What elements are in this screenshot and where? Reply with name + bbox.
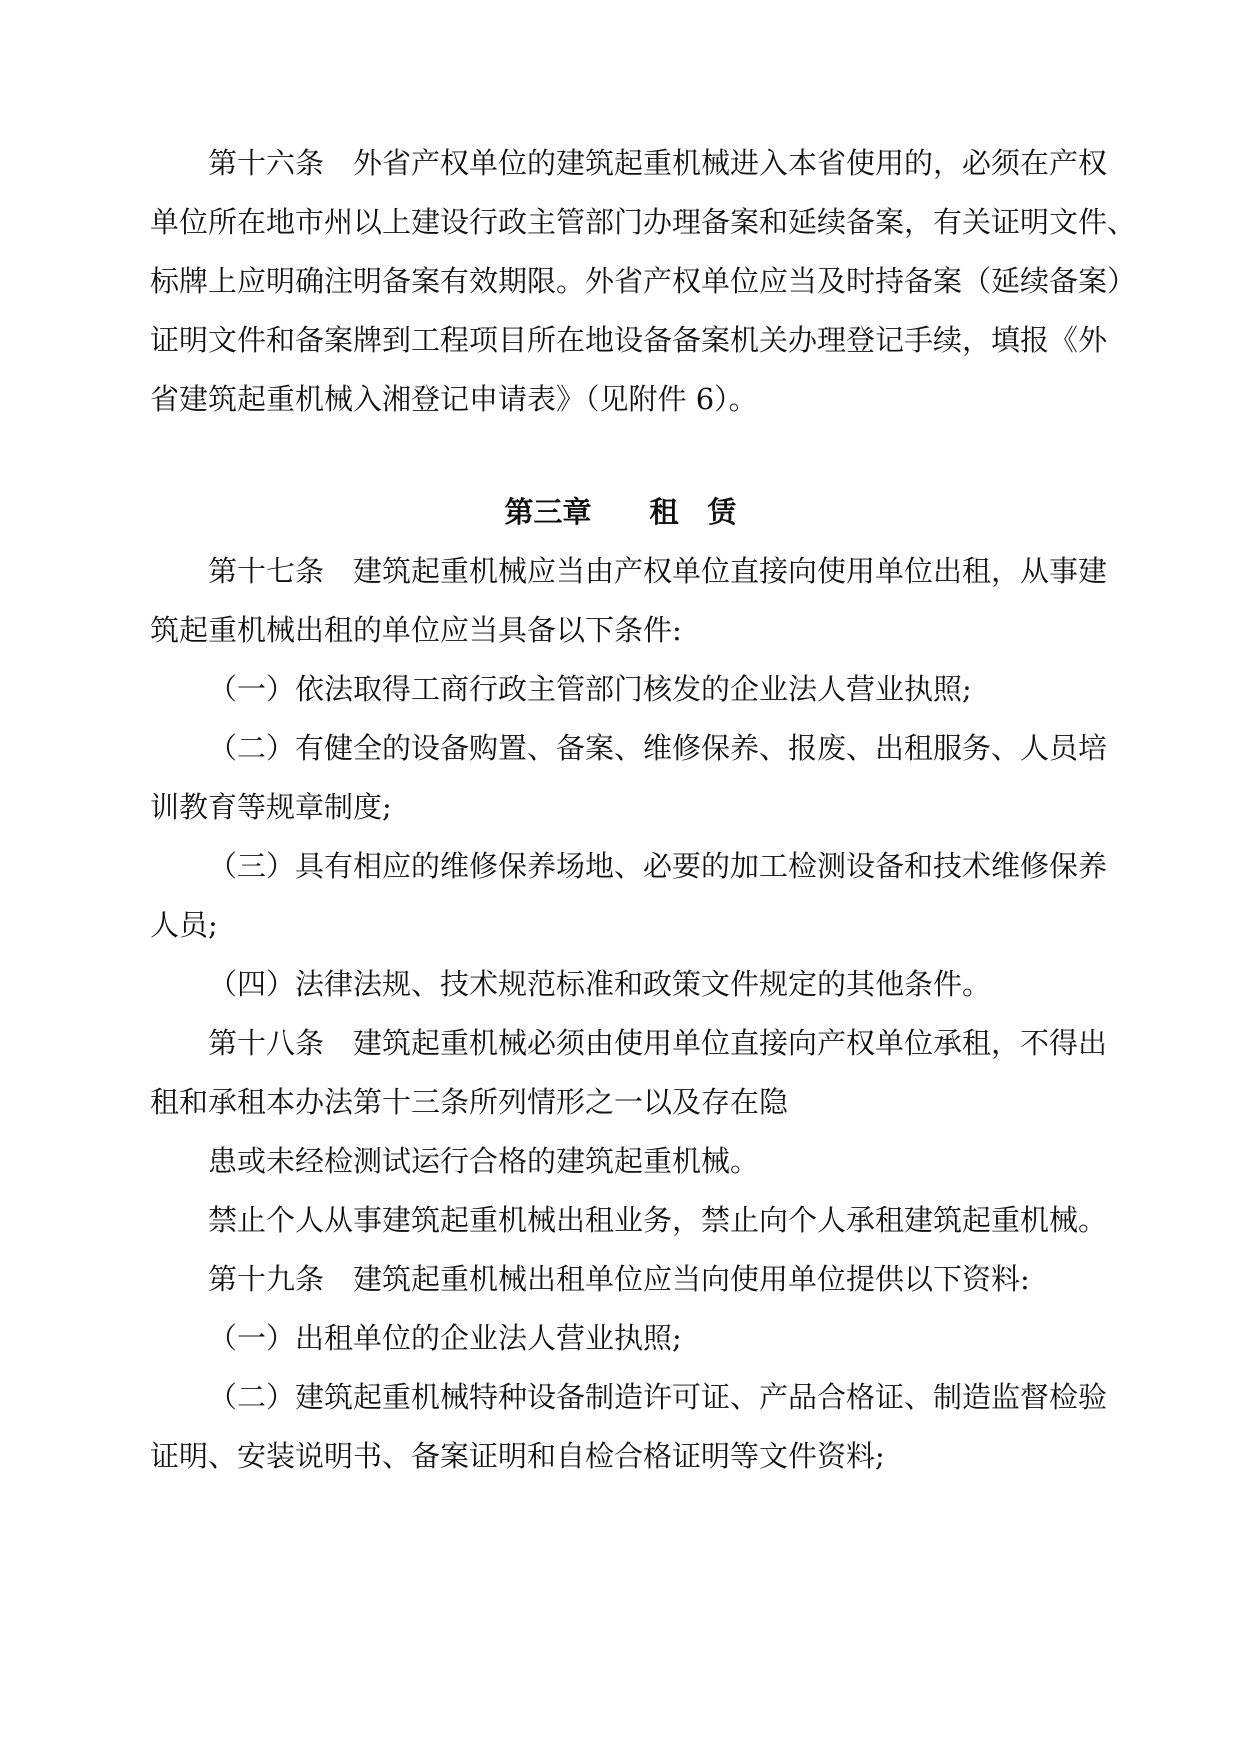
article-16-line-4: 证明文件和备案牌到工程项目所在地设备备案机关办理登记手续，填报《外 [150, 323, 1108, 357]
article-17-item-2-line-1: （二）有健全的设备购置、备案、维修保养、报废、出租服务、人员培 [208, 731, 1108, 765]
article-16-line-3: 标牌上应明确注明备案有效期限。外省产权单位应当及时持备案（延续备案） [150, 264, 1137, 298]
article-16-line-1: 第十六条 外省产权单位的建筑起重机械进入本省使用的，必须在产权 [208, 146, 1108, 180]
article-17-item-3-line-2: 人员; [150, 908, 218, 942]
prohibition-paragraph: 禁止个人从事建筑起重机械出租业务，禁止向个人承租建筑起重机械。 [208, 1203, 1108, 1237]
article-17-item-1: （一）依法取得工商行政主管部门核发的企业法人营业执照; [208, 672, 972, 706]
article-19-item-2-line-2: 证明、安装说明书、备案证明和自检合格证明等文件资料; [150, 1439, 885, 1473]
article-18-line-3: 患或未经检测试运行合格的建筑起重机械。 [208, 1144, 760, 1178]
article-19-item-1: （一）出租单位的企业法人营业执照; [208, 1321, 682, 1355]
article-19-line-1: 第十九条 建筑起重机械出租单位应当向使用单位提供以下资料: [208, 1262, 1030, 1296]
article-17-line-2: 筑起重机械出租的单位应当具备以下条件: [150, 613, 682, 647]
article-16-line-2: 单位所在地市州以上建设行政主管部门办理备案和延续备案，有关证明文件、 [150, 205, 1137, 239]
article-16-line-5: 省建筑起重机械入湘登记申请表》（见附件 6）。 [150, 382, 758, 416]
article-17-item-3-line-1: （三）具有相应的维修保养场地、必要的加工检测设备和技术维修保养 [208, 849, 1108, 883]
article-17-item-2-line-2: 训教育等规章制度; [150, 790, 392, 824]
article-18-line-2: 租和承租本办法第十三条所列情形之一以及存在隐 [150, 1085, 789, 1119]
article-19-item-2-line-1: （二）建筑起重机械特种设备制造许可证、产品合格证、制造监督检验 [208, 1380, 1108, 1414]
article-18-line-1: 第十八条 建筑起重机械必须由使用单位直接向产权单位承租，不得出 [208, 1026, 1108, 1060]
chapter-title: 第三章 租 赁 [504, 495, 737, 529]
article-17-item-4: （四）法律法规、技术规范标准和政策文件规定的其他条件。 [208, 967, 992, 1001]
article-17-line-1: 第十七条 建筑起重机械应当由产权单位直接向使用单位出租，从事建 [208, 554, 1108, 588]
